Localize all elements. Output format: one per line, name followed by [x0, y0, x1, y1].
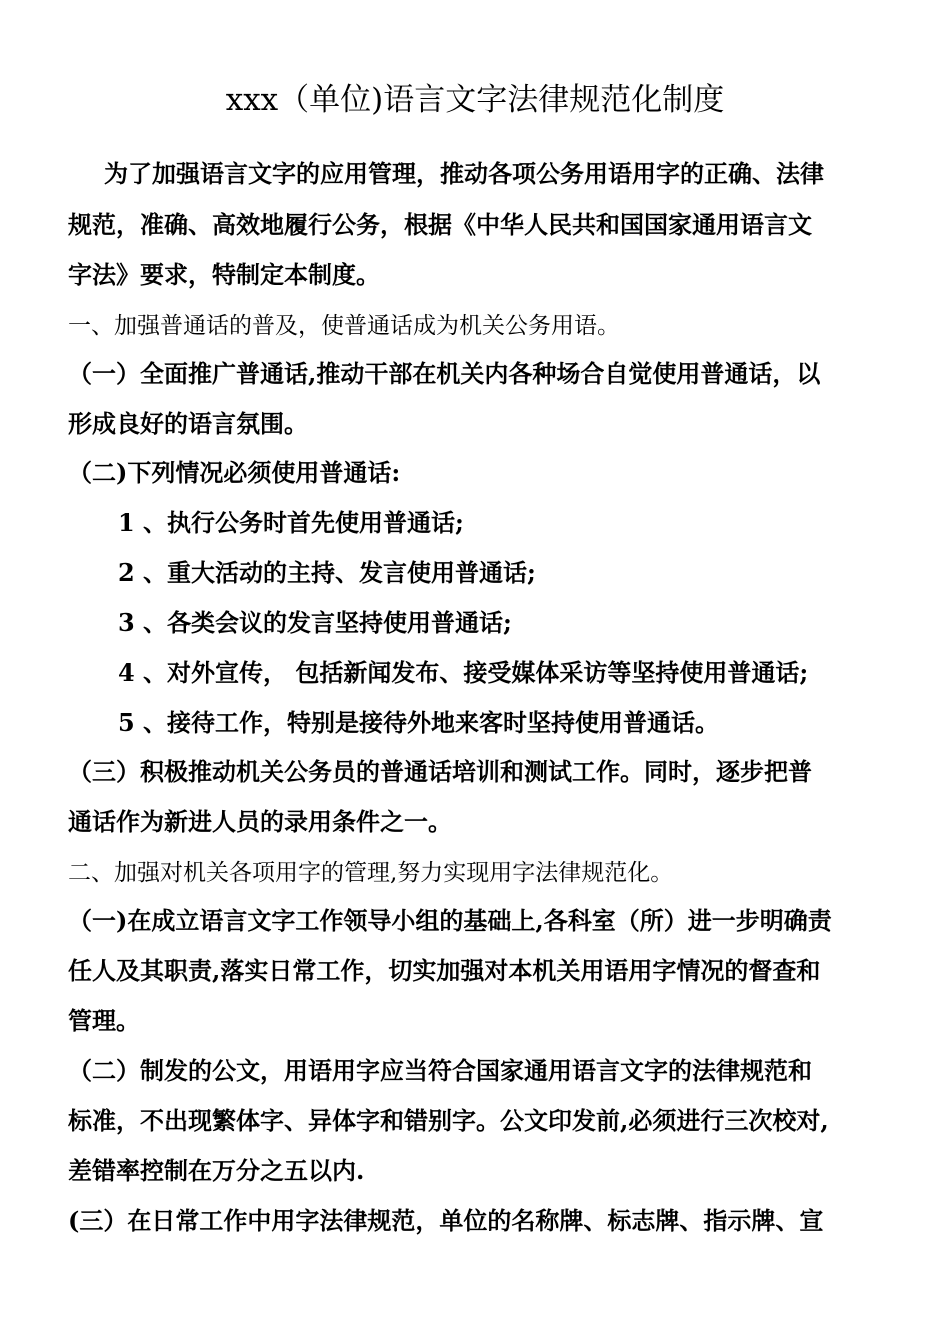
section-2-item-2-line-3: 差错率控制在万分之五以内.	[68, 1156, 365, 1185]
document-title: xxx（单位)语言文字法律规范化制度	[225, 82, 725, 118]
section-2-heading: 二、加强对机关各项用字的管理,努力实现用字法律规范化。	[68, 860, 674, 886]
sub-item-5: 5 、接待工作，特别是接待外地来客时坚持使用普通话。	[118, 708, 720, 737]
section-1-item-1-line-1: （一）全面推广普通话,推动干部在机关内各种场合自觉使用普通话，以	[68, 359, 821, 388]
intro-line-3: 字法》要求，特制定本制度。	[68, 260, 380, 289]
sub-item-3: 3 、各类会议的发言坚持使用普通话;	[118, 608, 512, 637]
intro-line-2: 规范，准确、高效地履行公务，根据《中华人民共和国国家通用语言文	[68, 210, 812, 239]
section-2-item-2-line-2: 标准，不出现繁体字、异体字和错别字。公文印发前,必须进行三次校对,	[68, 1106, 829, 1135]
sub-item-4: 4 、对外宣传， 包括新闻发布、接受媒体采访等坚持使用普通话;	[118, 658, 809, 687]
section-2-item-3-line-1: (三）在日常工作中用字法律规范，单位的名称牌、标志牌、指示牌、宣	[68, 1206, 824, 1235]
section-2-item-1-line-3: 管理。	[68, 1006, 140, 1035]
section-1-item-3-line-2: 通话作为新进人员的录用条件之一。	[68, 807, 452, 836]
section-2-item-1-line-1: （一)在成立语言文字工作领导小组的基础上,各科室（所）进一步明确责	[68, 906, 832, 935]
section-2-item-2-line-1: （二）制发的公文，用语用字应当符合国家通用语言文字的法律规范和	[68, 1056, 812, 1085]
intro-line-1: 为了加强语言文字的应用管理，推动各项公务用语用字的正确、法律	[104, 159, 824, 188]
sub-item-1: 1 、执行公务时首先使用普通话;	[118, 508, 464, 537]
section-1-item-1-line-2: 形成良好的语言氛围。	[68, 409, 308, 438]
section-1-item-3-line-1: （三）积极推动机关公务员的普通话培训和测试工作。同时，逐步把普	[68, 757, 812, 786]
section-1-heading: 一、加强普通话的普及，使普通话成为机关公务用语。	[68, 313, 620, 339]
sub-item-2: 2 、重大活动的主持、发言使用普通话;	[118, 558, 536, 587]
section-2-item-1-line-2: 任人及其职责,落实日常工作，切实加强对本机关用语用字情况的督查和	[68, 956, 821, 985]
section-1-item-2: （二)下列情况必须使用普通话:	[68, 458, 401, 487]
